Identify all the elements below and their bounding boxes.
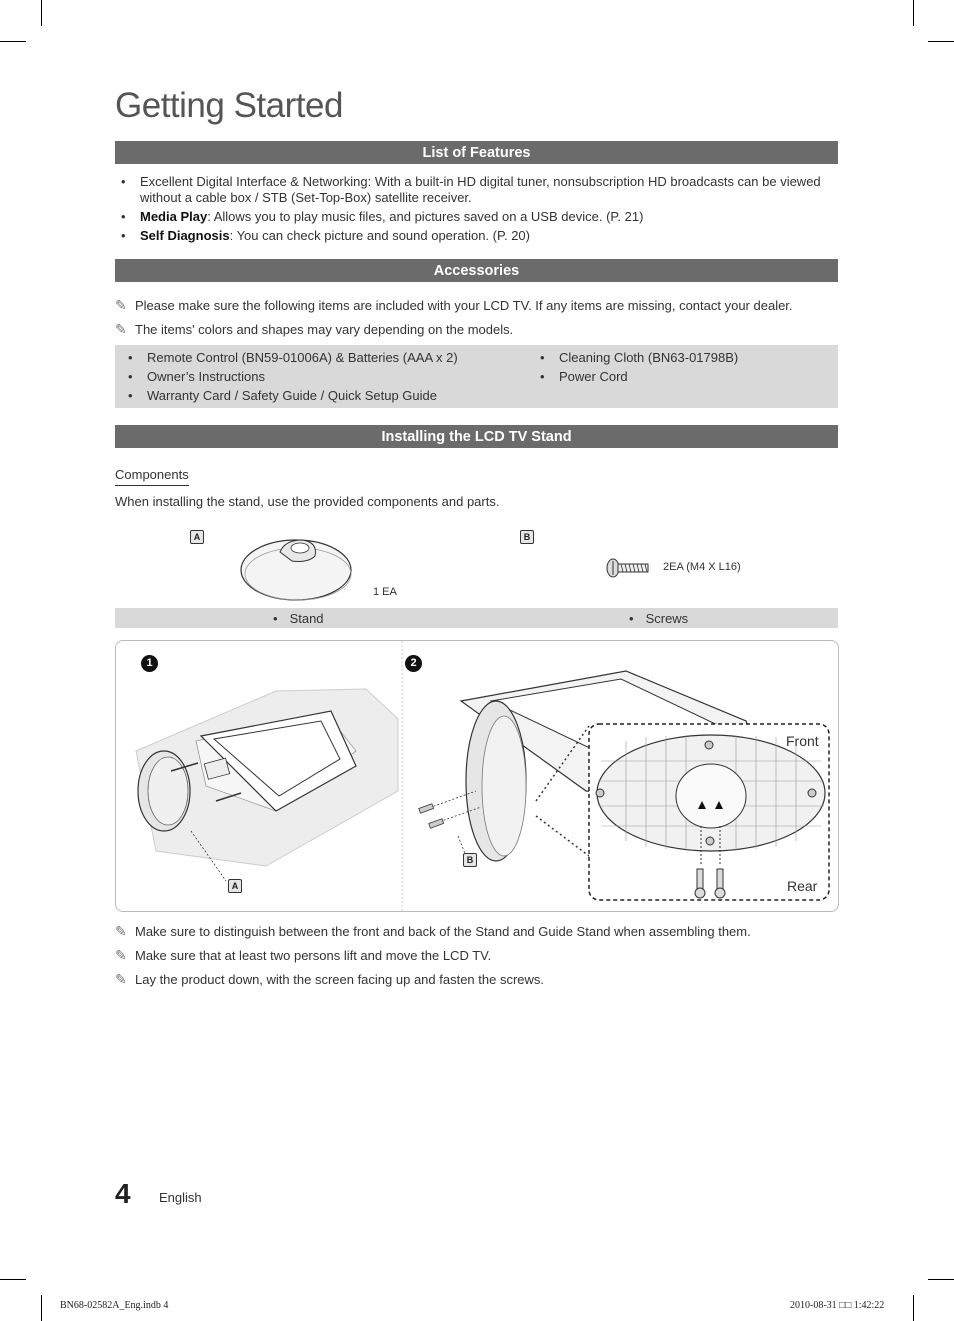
list-item: • Excellent Digital Interface & Networking: With a built-in HD digital tuner, nonsubscription HD broadcasts can be viewed without a cable box / STB (Set-Top-Box) satellite receiver. xyxy=(115,174,838,206)
part-b-label: • Screws xyxy=(629,611,689,626)
crop-mark xyxy=(913,0,914,26)
features-list xyxy=(115,174,838,247)
pencil-note-icon: ✎ xyxy=(115,971,127,987)
step-number-2: 2 xyxy=(405,655,422,672)
list-item: • Power Cord xyxy=(540,369,738,385)
footer-file-name: BN68-02582A_Eng.indb 4 xyxy=(60,1300,169,1311)
assembly-diagram xyxy=(115,640,839,912)
footer-timestamp: 2010-08-31 □□ 1:42:22 xyxy=(790,1300,885,1311)
part-a-label: • Stand xyxy=(273,611,324,626)
part-letter-a: A xyxy=(190,530,204,544)
part-letter-b: B xyxy=(520,530,534,544)
tag-a: A xyxy=(228,879,242,893)
footer-language: English xyxy=(159,1190,202,1205)
crop-mark xyxy=(928,41,954,42)
note: ✎ Lay the product down, with the screen facing up and fasten the screws. xyxy=(115,971,545,987)
accessories-list-left xyxy=(128,350,458,407)
stand-base-illustration xyxy=(240,530,360,602)
pencil-note-icon: ✎ xyxy=(115,297,127,313)
crop-mark xyxy=(913,1295,914,1321)
note: ✎ Please make sure the following items are included with your LCD TV. If any items are missing, contact your dealer. xyxy=(115,297,793,313)
page-title: Getting Started xyxy=(115,86,343,125)
components-intro: When installing the stand, use the provided components and parts. xyxy=(115,494,500,509)
accessories-box xyxy=(115,345,838,408)
tag-b: B xyxy=(463,853,477,867)
assembly-illustration xyxy=(116,641,838,911)
screw-icon xyxy=(606,558,652,578)
section-header-features: List of Features xyxy=(115,141,838,164)
pencil-note-icon: ✎ xyxy=(115,321,127,337)
accessories-list-right xyxy=(540,350,738,388)
crop-mark xyxy=(928,1279,954,1280)
section-header-accessories: Accessories xyxy=(115,259,838,282)
note: ✎ Make sure to distinguish between the front and back of the Stand and Guide Stand when assembling them. xyxy=(115,923,751,939)
note: ✎ Make sure that at least two persons lift and move the LCD TV. xyxy=(115,947,492,963)
parts-label-bar xyxy=(115,608,838,628)
step-number-1: 1 xyxy=(141,655,158,672)
section-header-stand: Installing the LCD TV Stand xyxy=(115,425,838,448)
part-a-qty: 1 EA xyxy=(373,586,397,598)
list-item: • Warranty Card / Safety Guide / Quick Setup Guide xyxy=(128,388,458,404)
crop-mark xyxy=(0,41,26,42)
list-item: • Owner’s Instructions xyxy=(128,369,458,385)
label-front: Front xyxy=(786,733,819,749)
label-rear: Rear xyxy=(787,878,818,894)
list-item: • Remote Control (BN59-01006A) & Batteries (AAA x 2) xyxy=(128,350,458,366)
components-heading: Components xyxy=(115,467,189,486)
list-item: • Self Diagnosis: You can check picture and sound operation. (P. 20) xyxy=(115,228,838,244)
pencil-note-icon: ✎ xyxy=(115,947,127,963)
crop-mark xyxy=(41,1295,42,1321)
list-item: • Cleaning Cloth (BN63-01798B) xyxy=(540,350,738,366)
note: ✎ The items' colors and shapes may vary depending on the models. xyxy=(115,321,514,337)
crop-mark xyxy=(0,1279,26,1280)
page-number: 4 xyxy=(115,1178,131,1209)
list-item: • Media Play: Allows you to play music files, and pictures saved on a USB device. (P. 21) xyxy=(115,209,838,225)
crop-mark xyxy=(41,0,42,26)
pencil-note-icon: ✎ xyxy=(115,923,127,939)
part-b-qty: 2EA (M4 X L16) xyxy=(663,561,741,573)
